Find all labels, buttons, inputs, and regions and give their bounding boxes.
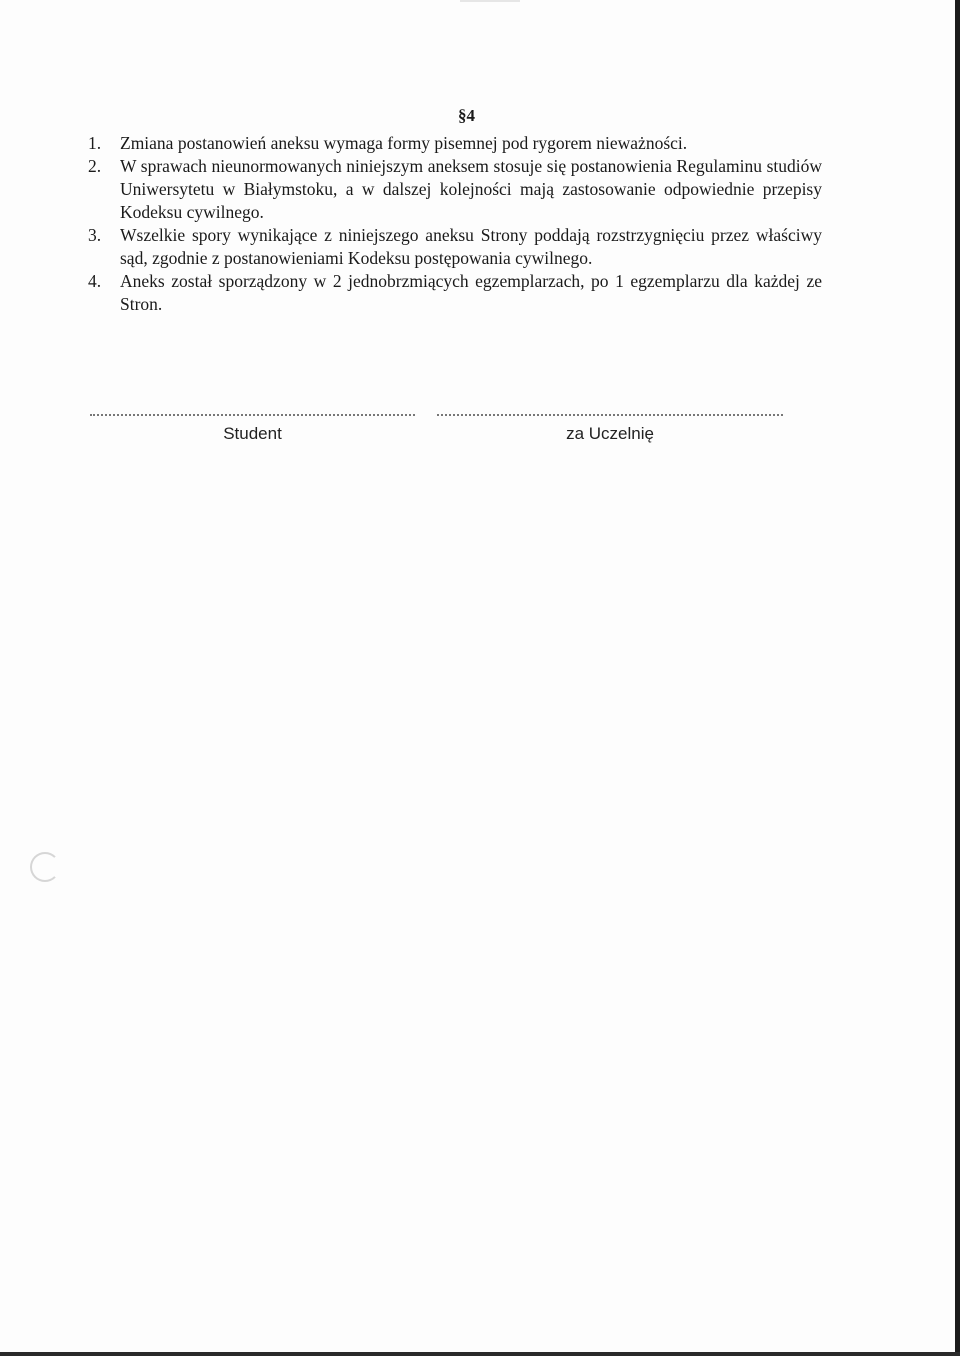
scan-edge-bottom xyxy=(0,1352,960,1356)
scan-edge-right xyxy=(955,0,960,1356)
clause-number: 3. xyxy=(88,225,102,245)
signature-student xyxy=(90,402,415,444)
signature-line xyxy=(437,402,783,416)
clause-text: W sprawach nieunormowanych niniejszym aneksem stosuje się postanowienia Regulaminu studiów Uniwersytetu w Białymstoku, a w dalszej kolejności mają zastosowanie odpowiednie przepisy Kodeksu cywilnego. xyxy=(120,156,822,222)
signature-label-university: za Uczelnię xyxy=(566,424,654,443)
signature-label-student: Student xyxy=(223,424,282,443)
clause-number: 2. xyxy=(88,156,102,176)
clause-3 xyxy=(88,224,822,270)
clause-2 xyxy=(88,155,822,224)
clause-text: Aneks został sporządzony w 2 jednobrzmiących egzemplarzach, po 1 egzemplarzu dla każdej ze Stron. xyxy=(120,271,822,314)
clause-list xyxy=(88,132,822,316)
clause-text: Wszelkie spory wynikające z niniejszego aneksu Strony poddają rozstrzygnięciu przez właściwy sąd, zgodnie z postanowieniami Kodeksu postępowania cywilnego. xyxy=(120,225,822,268)
scan-mark xyxy=(460,0,520,2)
clause-number: 1. xyxy=(88,133,102,153)
punch-hole-mark xyxy=(30,852,60,882)
clause-1 xyxy=(88,132,822,155)
signature-line xyxy=(90,402,415,416)
clause-number: 4. xyxy=(88,271,102,291)
clause-4 xyxy=(88,270,822,316)
section-title: §4 xyxy=(458,106,475,125)
clause-text: Zmiana postanowień aneksu wymaga formy pisemnej pod rygorem nieważności. xyxy=(120,133,688,153)
signature-university xyxy=(437,402,783,444)
